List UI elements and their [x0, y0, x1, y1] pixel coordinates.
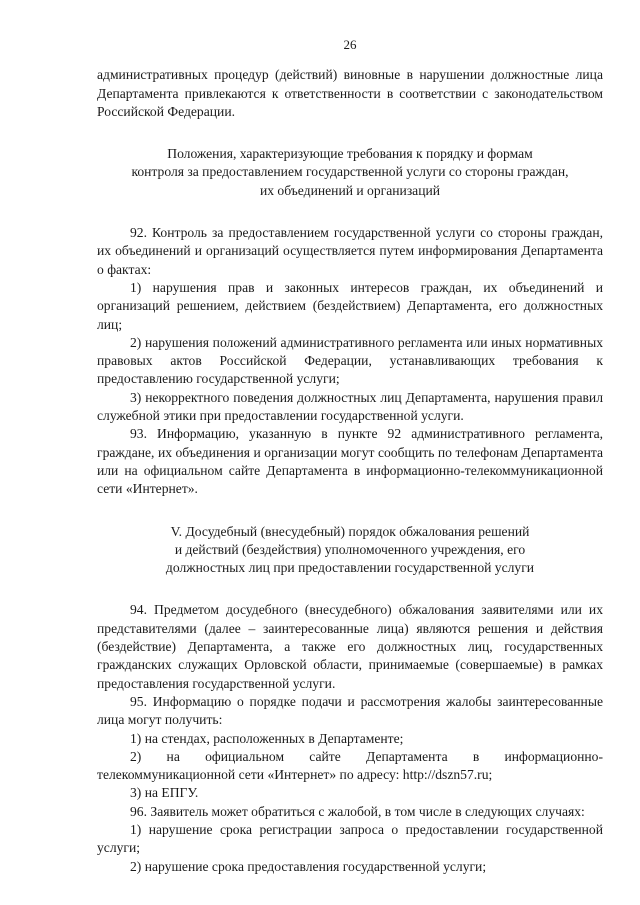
section-appeal-body [97, 601, 603, 875]
list-item: 1) нарушения прав и законных интересов граждан, их объединений и организаций решением, действием (бездействием) Департамента, его должностных лиц; [97, 279, 603, 332]
list-item: 2) нарушение срока предоставления государственной услуги; [130, 858, 487, 874]
heading-line: Положения, характеризующие требования к порядку и формам [167, 146, 533, 162]
list-item: 3) некорректного поведения должностных лиц Департамента, нарушения правил служебной этики при предоставлении государственной услуги. [97, 389, 603, 424]
paragraph-continuation: административных процедур (действий) виновные в нарушении должностные лица Департамента привлекаются к ответственности в соответствии с законодательством Российской Федерации. [97, 67, 603, 119]
paragraph-92: 92. Контроль за предоставлением государственной услуги со стороны граждан, их объединений и организаций осуществляется путем информирования Департамента о фактах: [97, 225, 603, 277]
document-page [97, 36, 603, 876]
list-item: 3) на ЕПГУ. [130, 785, 199, 801]
page-number: 26 [343, 37, 357, 52]
list-item: 1) нарушение срока регистрации запроса о предоставлении государственной услуги; [97, 821, 603, 856]
section-heading-appeal [97, 523, 603, 578]
list-item: 2) на официальном сайте Департамента в информационно-телекоммуникационной сети «Интернет» по адресу: http://dszn57.ru; [97, 748, 603, 783]
paragraph-95: 95. Информацию о порядке подачи и рассмотрения жалобы заинтересованные лица могут получить: [97, 693, 603, 728]
spacer [97, 577, 603, 601]
list-item: 1) на стендах, расположенных в Департаменте; [130, 730, 404, 746]
spacer [97, 200, 603, 224]
heading-line: V. Досудебный (внесудебный) порядок обжалования решений [170, 523, 530, 539]
spacer [97, 121, 603, 145]
list-item: 2) нарушения положений административного регламента или иных нормативных правовых актов Российской Федерации, устанавливающих требования к предоставлению государственной услуги; [97, 334, 603, 387]
paragraph-93: 93. Информацию, указанную в пункте 92 административного регламента, граждане, их объединения и организации могут сообщить по телефонам Департамента или на официальном сайте Департамента в информационно-телекоммуникационной сети «Интернет». [97, 426, 603, 497]
heading-line: должностных лиц при предоставлении государственной услуги [165, 560, 535, 576]
section-heading-control [97, 145, 603, 200]
paragraph-96: 96. Заявитель может обратиться с жалобой, в том числе в следующих случаях: [130, 803, 585, 819]
paragraph-94: 94. Предметом досудебного (внесудебного) обжалования заявителями или их представителями (далее – заинтересованные лица) являются решения и действия (бездействие) Департамента, а также его должностных лиц, государственных гражданских служащих Орловской области, принимаемые (совершаемые) в рамках предоставления государственной услуги. [97, 602, 603, 691]
heading-line: контроля за предоставлением государственной услуги со стороны граждан, [131, 164, 569, 180]
section-control-body [97, 224, 603, 498]
spacer [97, 499, 603, 523]
heading-line: их объединений и организаций [259, 182, 441, 198]
heading-line: и действий (бездействия) уполномоченного учреждения, его [174, 541, 526, 557]
